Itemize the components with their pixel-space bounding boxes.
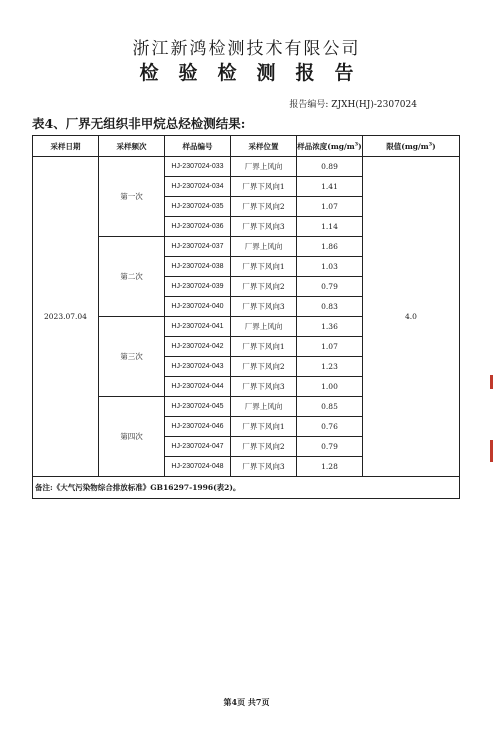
position-cell: 厂界下风向1 — [231, 177, 297, 197]
sample-id-cell: HJ-2307024-043 — [165, 357, 231, 377]
concentration-cell: 1.03 — [297, 257, 363, 277]
document-title: 检验检测报告 — [139, 62, 374, 84]
sample-id-cell: HJ-2307024-033 — [165, 157, 231, 177]
position-cell: 厂界下风向2 — [231, 437, 297, 457]
sample-id-cell: HJ-2307024-036 — [165, 217, 231, 237]
header-batch: 采样频次 — [99, 136, 165, 157]
company-name: 浙江新鸿检测技术有限公司 — [132, 39, 361, 59]
position-cell: 厂界上风向 — [231, 237, 297, 257]
concentration-cell: 0.89 — [297, 157, 363, 177]
position-cell: 厂界下风向1 — [231, 417, 297, 437]
position-cell: 厂界上风向 — [231, 157, 297, 177]
concentration-cell: 1.07 — [297, 197, 363, 217]
batch-cell: 第四次 — [99, 397, 165, 477]
batch-cell: 第三次 — [99, 317, 165, 397]
sample-id-cell: HJ-2307024-045 — [165, 397, 231, 417]
position-cell: 厂界下风向2 — [231, 197, 297, 217]
limit-cell: 4.0 — [363, 157, 460, 477]
concentration-cell: 0.79 — [297, 277, 363, 297]
header-sample: 样品编号 — [165, 136, 231, 157]
position-cell: 厂界上风向 — [231, 317, 297, 337]
position-cell: 厂界下风向1 — [231, 257, 297, 277]
table-header-row — [33, 136, 460, 157]
position-cell: 厂界下风向3 — [231, 377, 297, 397]
sample-id-cell: HJ-2307024-047 — [165, 437, 231, 457]
sample-id-cell: HJ-2307024-039 — [165, 277, 231, 297]
results-table — [32, 135, 460, 499]
concentration-cell: 1.14 — [297, 217, 363, 237]
note: 备注:《大气污染物综合排放标准》GB16297-1996(表2)。 — [33, 477, 460, 499]
position-cell: 厂界下风向1 — [231, 337, 297, 357]
concentration-cell: 1.36 — [297, 317, 363, 337]
position-cell: 厂界上风向 — [231, 397, 297, 417]
table-title: 表4、厂界无组织非甲烷总烃检测结果: — [32, 116, 246, 131]
sample-id-cell: HJ-2307024-037 — [165, 237, 231, 257]
concentration-cell: 1.00 — [297, 377, 363, 397]
concentration-cell: 1.41 — [297, 177, 363, 197]
header-limit: 限值$(mg/m^3)$ — [363, 136, 460, 157]
sample-id-cell: HJ-2307024-042 — [165, 337, 231, 357]
concentration-cell: 0.83 — [297, 297, 363, 317]
header-position: 采样位置 — [231, 136, 297, 157]
sample-id-cell: HJ-2307024-035 — [165, 197, 231, 217]
header-concentration: 样品浓度$(mg/m^3)$ — [297, 136, 363, 157]
concentration-cell: 1.07 — [297, 337, 363, 357]
concentration-cell: 1.23 — [297, 357, 363, 377]
position-cell: 厂界下风向3 — [231, 457, 297, 477]
position-cell: 厂界下风向3 — [231, 297, 297, 317]
batch-cell: 第一次 — [99, 157, 165, 237]
note-row — [33, 477, 460, 499]
concentration-cell: 1.86 — [297, 237, 363, 257]
header-date: 采样日期 — [33, 136, 99, 157]
position-cell: 厂界下风向2 — [231, 357, 297, 377]
concentration-cell: 0.85 — [297, 397, 363, 417]
sampling-date-cell: 2023.07.04 — [33, 157, 99, 477]
batch-cell: 第二次 — [99, 237, 165, 317]
sample-id-cell: HJ-2307024-044 — [165, 377, 231, 397]
position-cell: 厂界下风向3 — [231, 217, 297, 237]
sample-id-cell: HJ-2307024-034 — [165, 177, 231, 197]
table-row — [33, 157, 460, 177]
concentration-cell: 1.28 — [297, 457, 363, 477]
sample-id-cell: HJ-2307024-046 — [165, 417, 231, 437]
sample-id-cell: HJ-2307024-038 — [165, 257, 231, 277]
concentration-cell: 0.79 — [297, 437, 363, 457]
report-number: 报告编号: ZJXH(HJ)-2307024 — [289, 100, 417, 110]
concentration-cell: 0.76 — [297, 417, 363, 437]
page-number: 第4页 共7页 — [223, 697, 270, 707]
sample-id-cell: HJ-2307024-040 — [165, 297, 231, 317]
position-cell: 厂界下风向2 — [231, 277, 297, 297]
sample-id-cell: HJ-2307024-041 — [165, 317, 231, 337]
sample-id-cell: HJ-2307024-048 — [165, 457, 231, 477]
